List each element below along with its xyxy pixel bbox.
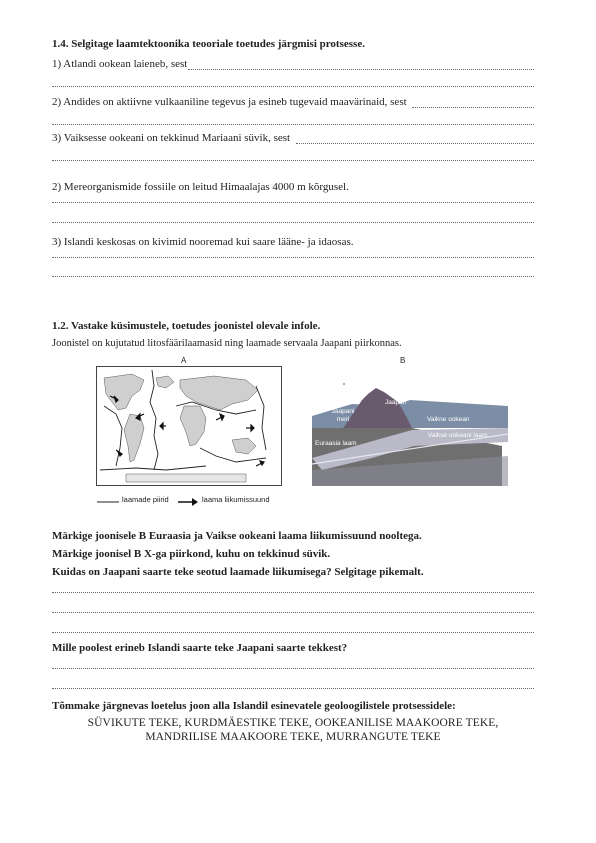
answer-line[interactable] <box>52 222 534 223</box>
arrow-right-icon <box>178 498 198 506</box>
answer-line[interactable] <box>296 143 534 144</box>
question-himalaya-fossils: 2) Mereorganismide fossiile on leitud Himaalajas 4000 m kõrgusel. <box>52 181 349 193</box>
section-1-4-heading: 1.4. Selgitage laamtektoonika teooriale toetudes järgmisi protsesse. <box>52 38 365 50</box>
question-mariana: 3) Vaiksesse ookeani on tekkinud Mariaani süvik, sest <box>52 132 291 144</box>
figure-b-cross-section <box>302 366 508 490</box>
question-atlantic: 1) Atlandi ookean laieneb, sest <box>52 58 188 70</box>
answer-line[interactable] <box>188 69 534 70</box>
question-iceland-rocks: 3) Islandi keskosas on kivimid nooremad kui saare lääne- ja idaosas. <box>52 236 354 248</box>
section-1-2-heading: 1.2. Vastake küsimustele, toetudes joonistel olevale infole. <box>52 320 321 332</box>
label-eurasia-plate: Euraasia laam <box>315 440 357 447</box>
process-list-line-1[interactable]: SÜVIKUTE TEKE, KURDMÄESTIKE TEKE, OOKEANILISE MAAKOORE TEKE, <box>87 717 499 729</box>
question-mark-trench: Märkige joonisel B X-ga piirkond, kuhu on tekkinud süvik. <box>52 548 331 560</box>
answer-line[interactable] <box>52 276 534 277</box>
label-japan-sea: Jaapani meri <box>331 408 355 423</box>
answer-line[interactable] <box>52 257 534 258</box>
legend-plate-motion-label: laama liikumissuund <box>202 495 270 504</box>
section-1-2-intro: Joonistel on kujutatud litosfäärilaamasid ning laamade servaala Jaapani piirkonnas. <box>52 338 402 349</box>
question-iceland-vs-japan: Mille poolest erineb Islandi saarte teke Jaapani saarte tekkest? <box>52 642 348 654</box>
question-mark-arrows: Märkige joonisele B Euraasia ja Vaikse ookeani laama liikumissuund nooltega. <box>52 530 422 542</box>
label-pacific-ocean: Vaikne ookean <box>427 416 470 423</box>
figure-b-label: B <box>400 356 406 365</box>
label-pacific-plate: Vaikse ookeani laam <box>428 432 488 439</box>
answer-line[interactable] <box>52 86 534 87</box>
question-underline-processes: Tõmmake järgnevas loetelus joon alla Islandil esinevatele geoloogilistele protsessidele: <box>52 700 456 712</box>
answer-line[interactable] <box>412 107 534 108</box>
question-andes: 2) Andides on aktiivne vulkaaniline tegevus ja esineb tugevaid maavärinaid, sest <box>52 96 407 108</box>
answer-line[interactable] <box>52 160 534 161</box>
process-list-line-2[interactable]: MANDRILISE MAAKOORE TEKE, MURRANGUTE TEKE <box>145 731 441 743</box>
answer-line[interactable] <box>52 124 534 125</box>
figure-a-label: A <box>181 356 187 365</box>
answer-line[interactable] <box>52 668 534 669</box>
answer-line[interactable] <box>52 612 534 613</box>
question-japan-origin: Kuidas on Jaapani saarte teke seotud laamade liikumisega? Selgitage pikemalt. <box>52 566 424 578</box>
label-japan: Jaapan <box>385 399 407 406</box>
answer-line[interactable] <box>52 632 534 633</box>
answer-line[interactable] <box>52 202 534 203</box>
plate-boundary-legend-icon <box>97 499 119 505</box>
answer-line[interactable] <box>52 688 534 689</box>
answer-line[interactable] <box>52 592 534 593</box>
legend-plate-boundary-label: laamade piirid <box>122 495 169 504</box>
figure-a-plate-map <box>96 366 282 486</box>
